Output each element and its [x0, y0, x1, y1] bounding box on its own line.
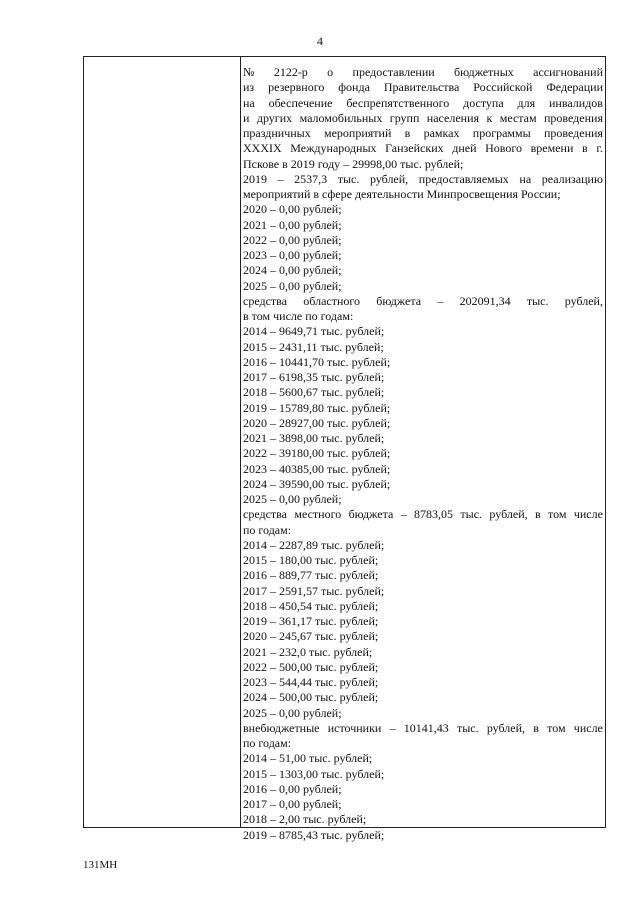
text-line: по годам:: [243, 522, 292, 537]
text-line: мероприятий в сфере деятельности Минпросвещения России;: [243, 187, 561, 201]
text-line: 2019 – 361,17 тыс. рублей;: [243, 614, 379, 628]
text-line: 2019 – 15789,80 тыс. рублей;: [243, 400, 391, 415]
text-line: из резервного фонда Правительства Российской Федерации: [243, 80, 603, 95]
text-line: 2023 – 40385,00 тыс. рублей;: [243, 461, 391, 476]
text-line: 2025 – 0,00 рублей;: [243, 278, 342, 293]
text-line: и других маломобильных групп населения к местам проведения: [243, 110, 603, 125]
text-line: 2025 – 0,00 рублей;: [243, 705, 342, 720]
text-line: 2015 – 180,00 тыс. рублей;: [243, 553, 379, 567]
text-line: 2025 – 0,00 рублей;: [243, 492, 342, 506]
text-line: 2019 – 2537,3 тыс. рублей, предоставляемых на реализацию: [243, 171, 603, 186]
text-line: 2020 – 245,67 тыс. рублей;: [243, 629, 379, 644]
text-line: 2022 – 0,00 рублей;: [243, 232, 342, 247]
text-line: в том числе по годам:: [243, 309, 354, 323]
text-line: 2017 – 6198,35 тыс. рублей;: [243, 370, 385, 384]
page-number: 4: [317, 34, 323, 48]
funding-table: [83, 56, 606, 842]
text-line: 2021 – 3898,00 тыс. рублей;: [243, 431, 385, 445]
text-line: 2017 – 2591,57 тыс. рублей;: [243, 583, 385, 598]
text-line: 2020 – 28927,00 тыс. рублей;: [243, 415, 391, 430]
table-right-cell: [243, 65, 603, 843]
text-line: 2017 – 0,00 рублей;: [243, 797, 342, 811]
text-line: 2016 – 10441,70 тыс. рублей;: [243, 354, 391, 369]
text-line: 2018 – 450,54 тыс. рублей;: [243, 598, 379, 613]
text-line: 2018 – 2,00 тыс. рублей;: [243, 812, 367, 827]
text-line: 2014 – 51,00 тыс. рублей;: [243, 751, 373, 766]
text-line: Пскове в 2019 году – 29998,00 тыс. рублей;: [243, 156, 464, 171]
text-line: 2015 – 2431,11 тыс. рублей;: [243, 339, 384, 354]
text-line: 2019 – 8785,43 тыс. рублей;: [243, 827, 385, 842]
document-code: 131МН: [83, 859, 118, 871]
text-line: средства местного бюджета – 8783,05 тыс. рублей, в том числе: [243, 507, 603, 522]
text-line: средства областного бюджета – 202091,34 тыс. рублей,: [243, 293, 603, 308]
text-line: 2022 – 500,00 тыс. рублей;: [243, 659, 379, 674]
text-line: 2023 – 0,00 рублей;: [243, 248, 342, 262]
text-line: 2014 – 2287,89 тыс. рублей;: [243, 537, 385, 552]
text-line: праздничных мероприятий в рамках программы проведения: [243, 126, 603, 140]
text-line: 2016 – 889,77 тыс. рублей;: [243, 568, 379, 583]
text-line: XXXIX Международных Ганзейских дней Нового времени в г.: [243, 141, 603, 156]
text-line: 2023 – 544,44 тыс. рублей;: [243, 675, 379, 689]
text-line: 2022 – 39180,00 тыс. рублей;: [243, 446, 391, 461]
text-line: 2024 – 500,00 тыс. рублей;: [243, 690, 379, 705]
text-line: 2016 – 0,00 рублей;: [243, 781, 342, 796]
text-line: 2018 – 5600,67 тыс. рублей;: [243, 385, 385, 400]
text-line: 2014 – 9649,71 тыс. рублей;: [243, 324, 385, 339]
text-line: внебюджетные источники – 10141,43 тыс. рублей, в том числе: [243, 720, 603, 735]
text-line: 2021 – 232,0 тыс. рублей;: [243, 644, 373, 659]
text-line: на обеспечение беспрепятственного доступа для инвалидов: [243, 95, 603, 110]
text-line: по годам:: [243, 736, 292, 750]
text-line: 2024 – 0,00 рублей;: [243, 263, 342, 278]
text-line: 2024 – 39590,00 тыс. рублей;: [243, 476, 391, 491]
text-line: 2021 – 0,00 рублей;: [243, 217, 342, 232]
text-line: № 2122-р о предоставлении бюджетных ассигнований: [243, 65, 603, 79]
text-line: 2020 – 0,00 рублей;: [243, 202, 342, 217]
table-left-cell: [84, 57, 241, 827]
text-line: 2015 – 1303,00 тыс. рублей;: [243, 766, 385, 781]
